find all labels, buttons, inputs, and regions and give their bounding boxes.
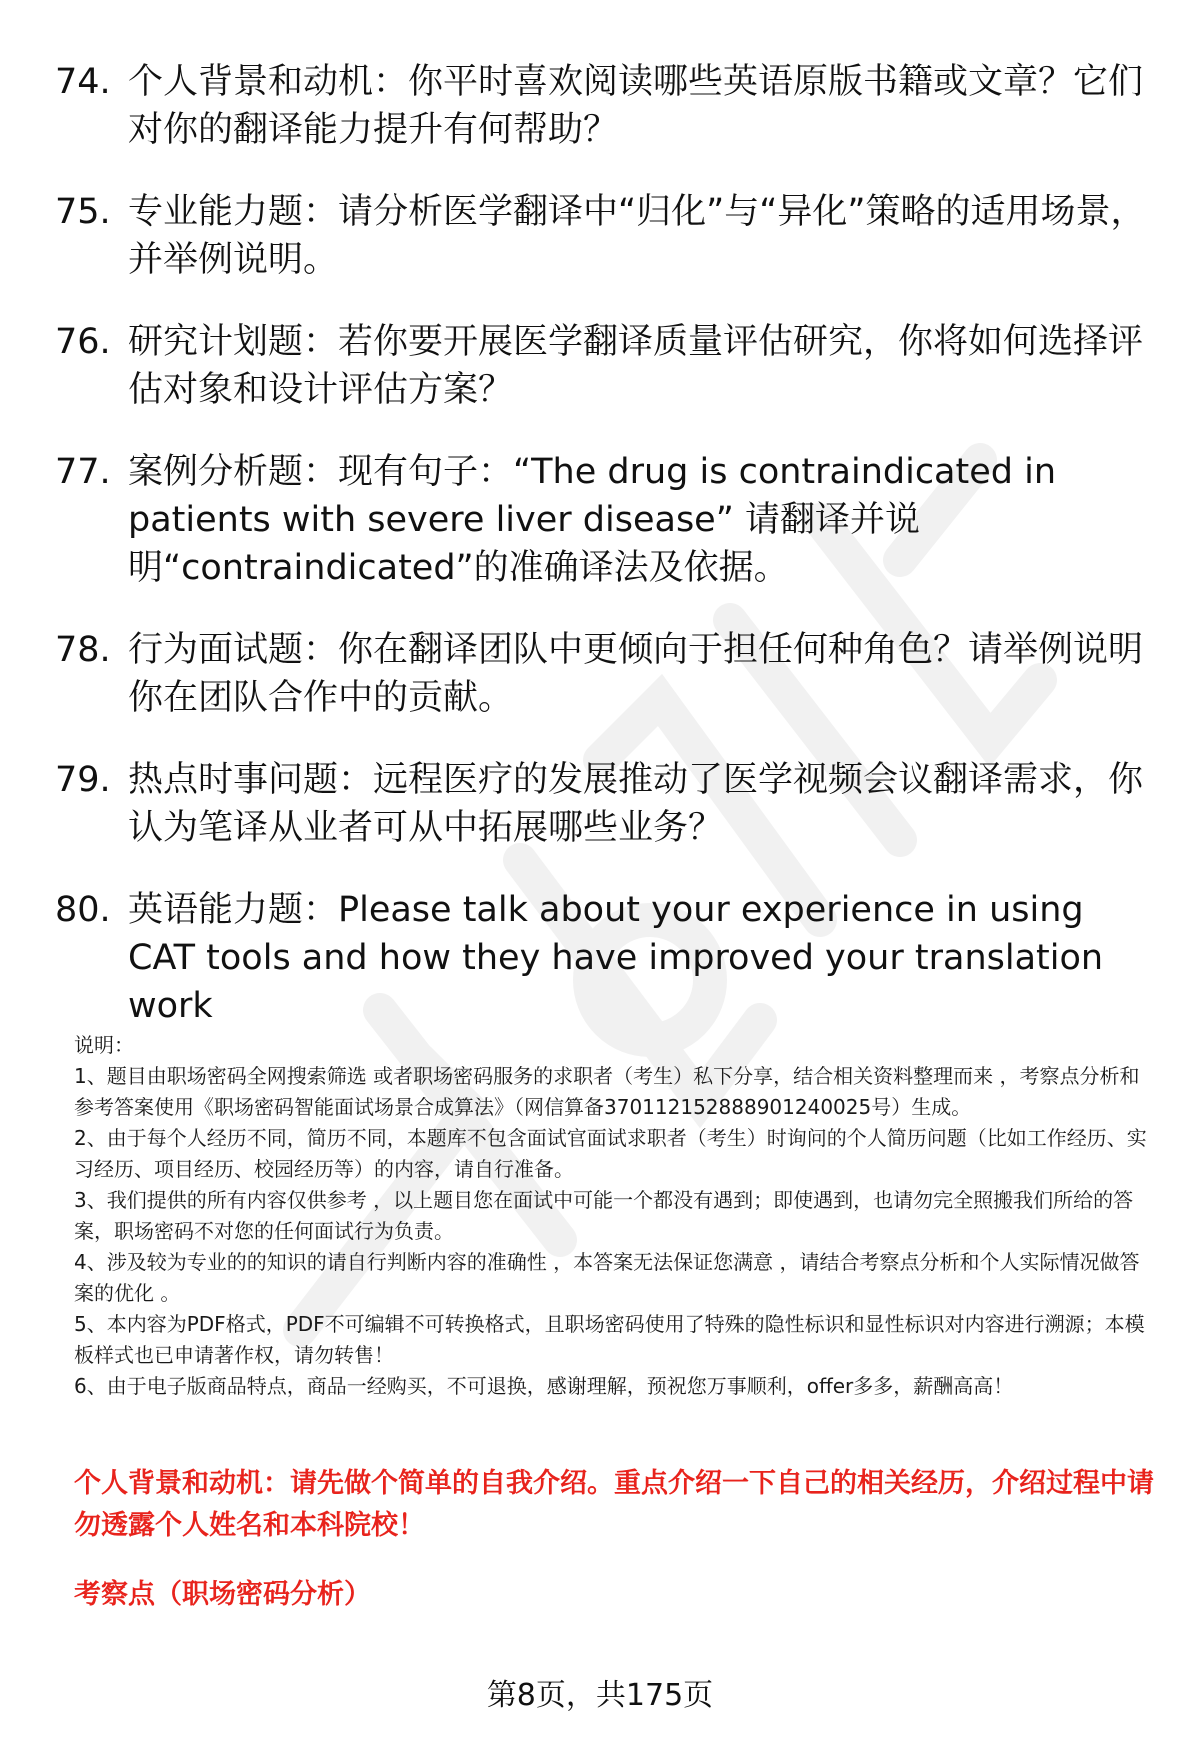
question-item: [55, 318, 1155, 414]
note-item: 4、涉及较为专业的的知识的请自行判断内容的准确性 ，本答案无法保证您满意 ，请结合考察点分析和个人实际情况做答案的优化 。: [74, 1250, 1140, 1305]
question-number: 77.: [55, 452, 111, 492]
question-item: [55, 188, 1155, 284]
analysis-heading: 考察点（职场密码分析）: [74, 1579, 371, 1610]
question-item: [55, 448, 1155, 592]
note-item: 2、由于每个人经历不同，简历不同，本题库不包含面试官面试求职者（考生）时询问的个人简历问题（比如工作经历、实习经历、项目经历、校园经历等）的内容，请自行准备。: [74, 1126, 1147, 1181]
notes-section: [74, 1030, 1159, 1402]
question-text: 热点时事问题：远程医疗的发展推动了医学视频会议翻译需求，你认为笔译从业者可从中拓展哪些业务？: [128, 760, 1144, 848]
notes-title: 说明：: [74, 1033, 134, 1057]
question-text: 行为面试题：你在翻译团队中更倾向于担任何种角色？请举例说明你在团队合作中的贡献。: [128, 630, 1144, 718]
page-footer: 第8页，共175页: [486, 1678, 714, 1713]
note-item: 6、由于电子版商品特点，商品一经购买，不可退换，感谢理解，预祝您万事顺利，offer多多，薪酬高高！: [74, 1374, 1014, 1398]
question-item: [55, 756, 1155, 852]
question-number: 78.: [55, 630, 111, 670]
question-item: [55, 58, 1155, 154]
question-number: 79.: [55, 760, 111, 800]
question-number: 74.: [55, 62, 111, 102]
question-text: 案例分析题：现有句子：“The drug is contraindicated in patients with severe liver disease” 请翻译并说明“contraindicated”的准确译法及依据。: [128, 452, 1057, 588]
question-item: [55, 886, 1155, 1030]
intro-question: 个人背景和动机：请先做个简单的自我介绍。重点介绍一下自己的相关经历，介绍过程中请勿透露个人姓名和本科院校！: [74, 1468, 1154, 1541]
question-number: 80.: [55, 890, 111, 930]
question-text: 个人背景和动机：你平时喜欢阅读哪些英语原版书籍或文章？它们对你的翻译能力提升有何帮助？: [128, 62, 1144, 150]
note-item: 3、我们提供的所有内容仅供参考 ，以上题目您在面试中可能一个都没有遇到；即使遇到，也请勿完全照搬我们所给的答案，职场密码不对您的任何面试行为负责。: [74, 1188, 1134, 1243]
question-number: 76.: [55, 322, 111, 362]
question-text: 英语能力题：Please talk about your experience in using CAT tools and how they have improved your translation work: [128, 890, 1104, 1026]
question-item: [55, 626, 1155, 722]
note-item: 5、本内容为PDF格式，PDF不可编辑不可转换格式，且职场密码使用了特殊的隐性标识和显性标识对内容进行溯源；本模板样式也已申请著作权，请勿转售！: [74, 1312, 1145, 1367]
note-item: 1、题目由职场密码全网搜索筛选 或者职场密码服务的求职者（考生）私下分享，结合相关资料整理而来 ，考察点分析和参考答案使用《职场密码智能面试场景合成算法》（网信算备370112152888901240025号）生成。: [74, 1064, 1140, 1119]
question-text: 研究计划题：若你要开展医学翻译质量评估研究，你将如何选择评估对象和设计评估方案？: [128, 322, 1144, 410]
question-text: 专业能力题：请分析医学翻译中“归化”与“异化”策略的适用场景，并举例说明。: [128, 192, 1146, 280]
question-list: [55, 58, 1155, 1064]
question-number: 75.: [55, 192, 111, 232]
